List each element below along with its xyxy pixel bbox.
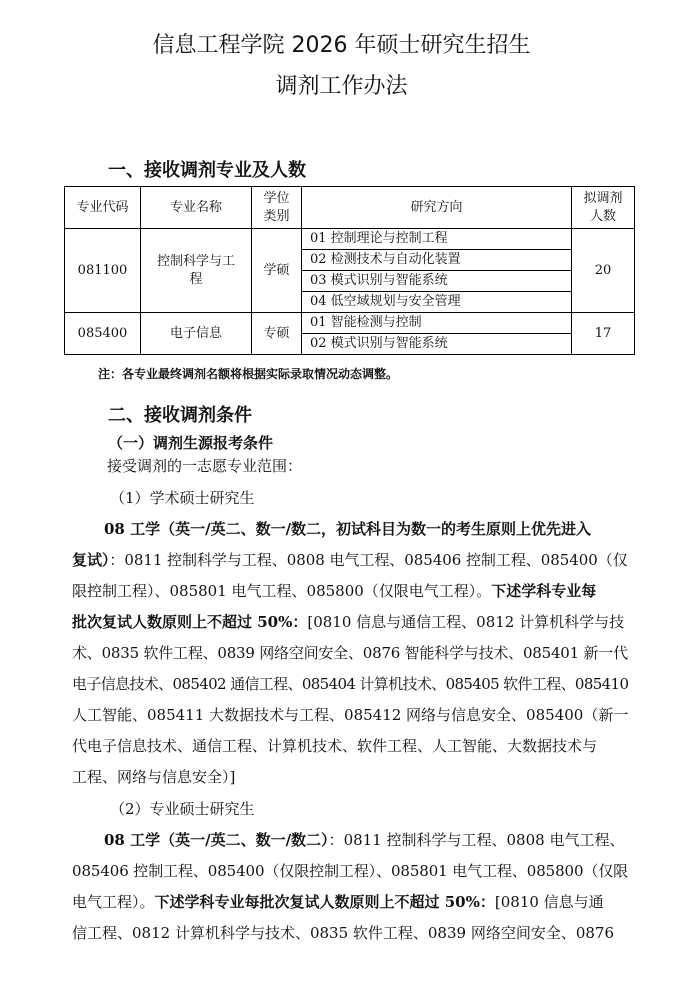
quota-table xyxy=(64,186,635,355)
header-direction: 研究方向 xyxy=(302,187,572,229)
professional-line-2: 085406 控制工程、085400（仅限控制工程）、085801 电气工程、085800（仅限 xyxy=(72,862,629,880)
academic-line-3 xyxy=(72,576,628,607)
intro-text: 接受调剂的一志愿专业范围： xyxy=(107,457,303,475)
row2-name: 电子信息 xyxy=(141,313,252,355)
academic-line-5: 术、0835 软件工程、0839 网络空间安全、0876 智能科学与技术、085401 新一代 xyxy=(72,644,628,662)
academic-line-3-bold: 下述学科专业每 xyxy=(491,582,597,600)
document-title-line2: 调剂工作办法 xyxy=(275,74,408,99)
row2-code: 085400 xyxy=(65,313,141,355)
professional-line-1-bold: 08 工学（英一/英二、数一/数二） xyxy=(104,831,329,849)
header-code: 专业代码 xyxy=(65,187,141,229)
academic-line-9: 工程、网络与信息安全）] xyxy=(72,768,236,786)
section1-heading: 一、接收调剂专业及人数 xyxy=(108,160,306,181)
header-type: 学位类别 xyxy=(252,187,302,229)
professional-line-4: 信工程、0812 计算机科学与技术、0835 软件工程、0839 网络空间安全、0876 xyxy=(72,924,615,942)
document-title-line1: 信息工程学院 2026 年硕士研究生招生 xyxy=(152,33,531,58)
professional-label: （2）专业硕士研究生 xyxy=(110,800,255,818)
row2-type: 专硕 xyxy=(252,313,302,355)
professional-line-1 xyxy=(104,825,628,856)
table-row xyxy=(65,229,635,250)
row1-type: 学硕 xyxy=(252,229,302,313)
table-note: 注：各专业最终调剂名额将根据实际录取情况动态调整。 xyxy=(98,367,399,381)
academic-label: （1）学术硕士研究生 xyxy=(110,489,255,507)
row2-quota: 17 xyxy=(572,313,635,355)
academic-line-2 xyxy=(72,545,628,576)
academic-line-3-text: 限控制工程）、085801 电气工程、085800（仅限电气工程）。 xyxy=(72,582,492,600)
academic-line-4 xyxy=(72,607,628,638)
row1-quota: 20 xyxy=(572,229,635,313)
section2-heading: 二、接收调剂条件 xyxy=(108,405,252,426)
academic-line-4-bold: 批次复试人数原则上不超过 50%： xyxy=(72,613,308,631)
row2-direction-2: 02 模式识别与智能系统 xyxy=(302,334,572,355)
professional-line-1-text: ：0811 控制科学与工程、0808 电气工程、 xyxy=(328,831,625,849)
row1-code: 081100 xyxy=(65,229,141,313)
header-name: 专业名称 xyxy=(141,187,252,229)
academic-line-6: 电子信息技术、085402 通信工程、085404 计算机技术、085405 软件工程、085410 xyxy=(72,675,629,693)
professional-line-3-bold: 下述学科专业每批次复试人数原则上不超过 50%： xyxy=(154,893,495,911)
table-header-row xyxy=(65,187,635,229)
subsection-heading: （一）调剂生源报考条件 xyxy=(108,434,274,452)
row1-direction-3: 03 模式识别与智能系统 xyxy=(302,271,572,292)
row1-direction-4: 04 低空域规划与安全管理 xyxy=(302,292,572,313)
academic-line-4-text: [0810 信息与通信工程、0812 计算机科学与技 xyxy=(307,613,625,631)
professional-line-3-text-b: [0810 信息与通 xyxy=(494,893,604,911)
professional-line-3 xyxy=(72,887,628,918)
row1-name: 控制科学与工程 xyxy=(141,229,252,313)
header-quota: 拟调剂人数 xyxy=(572,187,635,229)
row1-direction-1: 01 控制理论与控制工程 xyxy=(302,229,572,250)
academic-line-8: 代电子信息技术、通信工程、计算机技术、软件工程、人工智能、大数据技术与 xyxy=(72,737,598,755)
row1-direction-2: 02 检测技术与自动化装置 xyxy=(302,250,572,271)
academic-line-2-text: ：0811 控制科学与工程、0808 电气工程、085406 控制工程、085400（仅 xyxy=(109,551,628,569)
professional-line-3-text-a: 电气工程）。 xyxy=(72,893,155,911)
table-row xyxy=(65,313,635,334)
academic-line-7: 人工智能、085411 大数据技术与工程、085412 网络与信息安全、085400（新一 xyxy=(72,706,629,724)
academic-line-1: 08 工学（英一/英二、数一/数二，初试科目为数一的考生原则上优先进入 xyxy=(104,520,592,538)
academic-line-2-bold: 复试） xyxy=(72,551,110,569)
row2-direction-1: 01 智能检测与控制 xyxy=(302,313,572,334)
